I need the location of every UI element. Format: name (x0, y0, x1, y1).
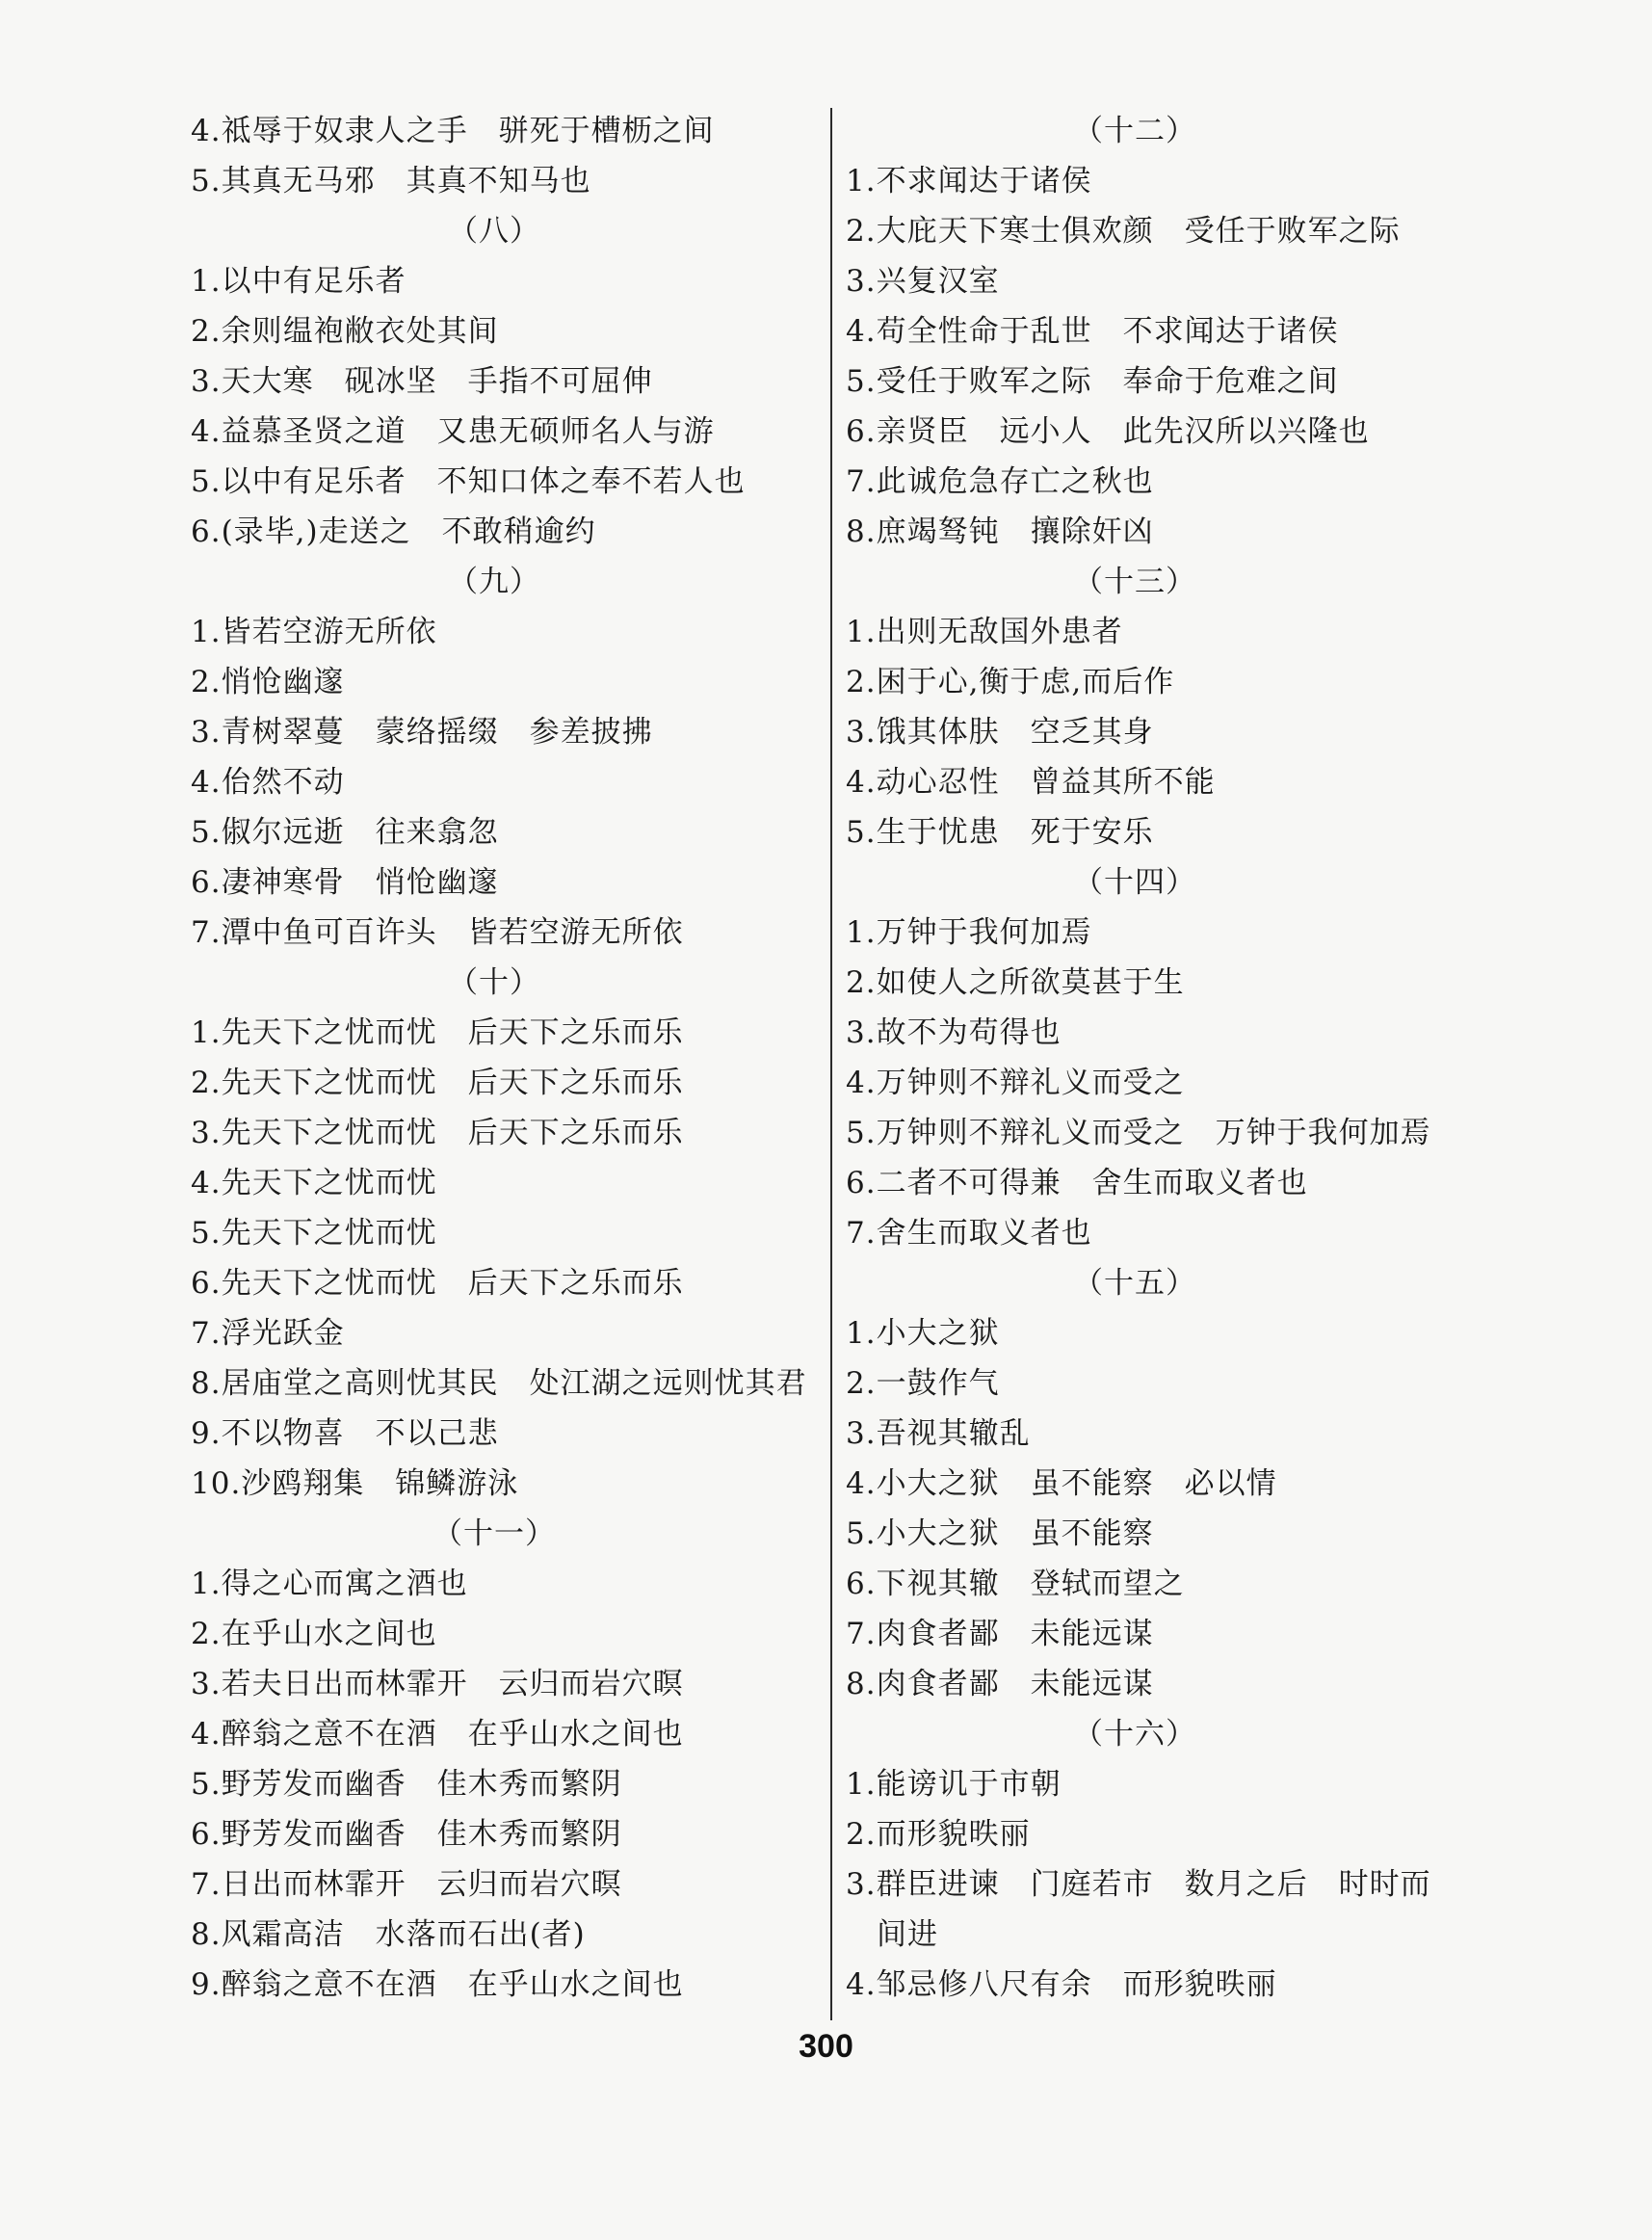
answer-line: 3.饿其体肤 空乏其身 (846, 715, 1154, 750)
answer-line: 4.祗辱于奴隶人之手 骈死于槽枥之间 (191, 114, 715, 148)
section-heading: （十五） (1073, 1266, 1196, 1301)
answer-line: 6.野芳发而幽香 佳木秀而繁阴 (191, 1817, 622, 1852)
answer-line: 1.先天下之忧而忧 后天下之乐而乐 (191, 1015, 684, 1050)
answer-line: 1.出则无敌国外患者 (846, 615, 1123, 649)
answer-line: 1.小大之狱 (846, 1316, 1000, 1351)
answer-line: 8.庶竭驽钝 攘除奸凶 (846, 514, 1154, 549)
answer-line: 4.小大之狱 虽不能察 必以情 (846, 1466, 1277, 1501)
answer-line: 5.俶尔远逝 往来翕忽 (191, 815, 499, 850)
answer-line: 4.动心忍性 曾益其所不能 (846, 765, 1216, 800)
left-column (191, 106, 817, 2010)
answer-line: 7.肉食者鄙 未能远谋 (846, 1617, 1154, 1651)
section-heading: （十六） (1073, 1717, 1196, 1752)
answer-line: 4.佁然不动 (191, 765, 345, 800)
answer-line: 8.肉食者鄙 未能远谋 (846, 1667, 1154, 1701)
answer-line: 4.醉翁之意不在酒 在乎山水之间也 (191, 1717, 684, 1752)
section-heading: （九） (448, 565, 540, 599)
answer-line: 5.先天下之忧而忧 (191, 1216, 437, 1251)
answer-line: 3.若夫日出而林霏开 云归而岩穴暝 (191, 1667, 684, 1701)
answer-line: 4.益慕圣贤之道 又患无硕师名人与游 (191, 414, 715, 449)
section-heading: （十） (448, 965, 540, 1000)
answer-line: 6.(录毕,)走送之 不敢稍逾约 (191, 514, 596, 549)
page-number: 300 (799, 2028, 853, 2065)
answer-line: 10.沙鸥翔集 锦鳞游泳 (191, 1466, 519, 1501)
answer-line: 5.以中有足乐者 不知口体之奉不若人也 (191, 464, 746, 499)
column-divider (830, 108, 832, 2020)
answer-line: 6.下视其辙 登轼而望之 (846, 1567, 1185, 1601)
answer-line: 3.故不为苟得也 (846, 1015, 1062, 1050)
answer-line: 9.不以物喜 不以己悲 (191, 1416, 499, 1451)
section-heading: （十三） (1073, 565, 1196, 599)
answer-line: 2.在乎山水之间也 (191, 1617, 437, 1651)
answer-line: 6.凄神寒骨 悄怆幽邃 (191, 865, 499, 900)
answer-line: 2.如使人之所欲莫甚于生 (846, 965, 1185, 1000)
answer-line: 4.邹忌修八尺有余 而形貌昳丽 (846, 1967, 1277, 2002)
answer-line: 2.先天下之忧而忧 后天下之乐而乐 (191, 1066, 684, 1100)
answer-line: 1.能谤讥于市朝 (846, 1767, 1062, 1802)
answer-line: 1.以中有足乐者 (191, 264, 406, 299)
answer-line: 5.其真无马邪 其真不知马也 (191, 164, 591, 198)
answer-line: 5.生于忧患 死于安乐 (846, 815, 1154, 850)
answer-line: 3.青树翠蔓 蒙络摇缀 参差披拂 (191, 715, 653, 750)
answer-line: 3.吾视其辙乱 (846, 1416, 1031, 1451)
answer-line: 5.万钟则不辩礼义而受之 万钟于我何加焉 (846, 1116, 1431, 1150)
answer-line: 8.风霜高洁 水落而石出(者) (191, 1917, 586, 1952)
answer-line: 6.亲贤臣 远小人 此先汉所以兴隆也 (846, 414, 1370, 449)
answer-line: 2.余则缊袍敝衣处其间 (191, 314, 499, 349)
answer-line: 2.悄怆幽邃 (191, 665, 345, 699)
answer-line: 1.不求闻达于诸侯 (846, 164, 1092, 198)
answer-line: 5.野芳发而幽香 佳木秀而繁阴 (191, 1767, 622, 1802)
answer-line: 7.舍生而取义者也 (846, 1216, 1092, 1251)
answer-line: 3.兴复汉室 (846, 264, 1000, 299)
answer-line: 3.天大寒 砚冰坚 手指不可屈伸 (191, 364, 653, 399)
answer-line: 1.万钟于我何加焉 (846, 915, 1092, 950)
answer-line: 6.二者不可得兼 舍生而取义者也 (846, 1166, 1308, 1200)
right-column (846, 106, 1482, 2010)
answer-line: 2.一鼓作气 (846, 1366, 1000, 1401)
answer-line: 2.而形貌昳丽 (846, 1817, 1031, 1852)
answer-line: 7.浮光跃金 (191, 1316, 345, 1351)
answer-line: 7.此诚危急存亡之秋也 (846, 464, 1154, 499)
section-heading: （十二） (1073, 114, 1196, 148)
answer-line: 4.万钟则不辩礼义而受之 (846, 1066, 1185, 1100)
answer-line: 4.苟全性命于乱世 不求闻达于诸侯 (846, 314, 1339, 349)
answer-line: 6.先天下之忧而忧 后天下之乐而乐 (191, 1266, 684, 1301)
answer-line: 间进 (846, 1917, 938, 1952)
section-heading: （十四） (1073, 865, 1196, 900)
answer-line: 5.小大之狱 虽不能察 (846, 1516, 1154, 1551)
answer-line: 3.先天下之忧而忧 后天下之乐而乐 (191, 1116, 684, 1150)
section-heading: （八） (448, 214, 540, 249)
answer-line: 7.日出而林霏开 云归而岩穴暝 (191, 1867, 622, 1902)
section-heading: （十一） (433, 1516, 556, 1551)
answer-line: 5.受任于败军之际 奉命于危难之间 (846, 364, 1339, 399)
answer-line: 7.潭中鱼可百许头 皆若空游无所依 (191, 915, 684, 950)
answer-line: 3.群臣进谏 门庭若市 数月之后 时时而 (846, 1867, 1431, 1902)
answer-line: 2.大庇天下寒士俱欢颜 受任于败军之际 (846, 214, 1401, 249)
answer-line: 8.居庙堂之高则忧其民 处江湖之远则忧其君 (191, 1366, 807, 1401)
answer-line: 1.得之心而寓之酒也 (191, 1567, 468, 1601)
answer-line: 4.先天下之忧而忧 (191, 1166, 437, 1200)
answer-line: 9.醉翁之意不在酒 在乎山水之间也 (191, 1967, 684, 2002)
answer-line: 2.困于心,衡于虑,而后作 (846, 665, 1175, 699)
answer-line: 1.皆若空游无所依 (191, 615, 437, 649)
